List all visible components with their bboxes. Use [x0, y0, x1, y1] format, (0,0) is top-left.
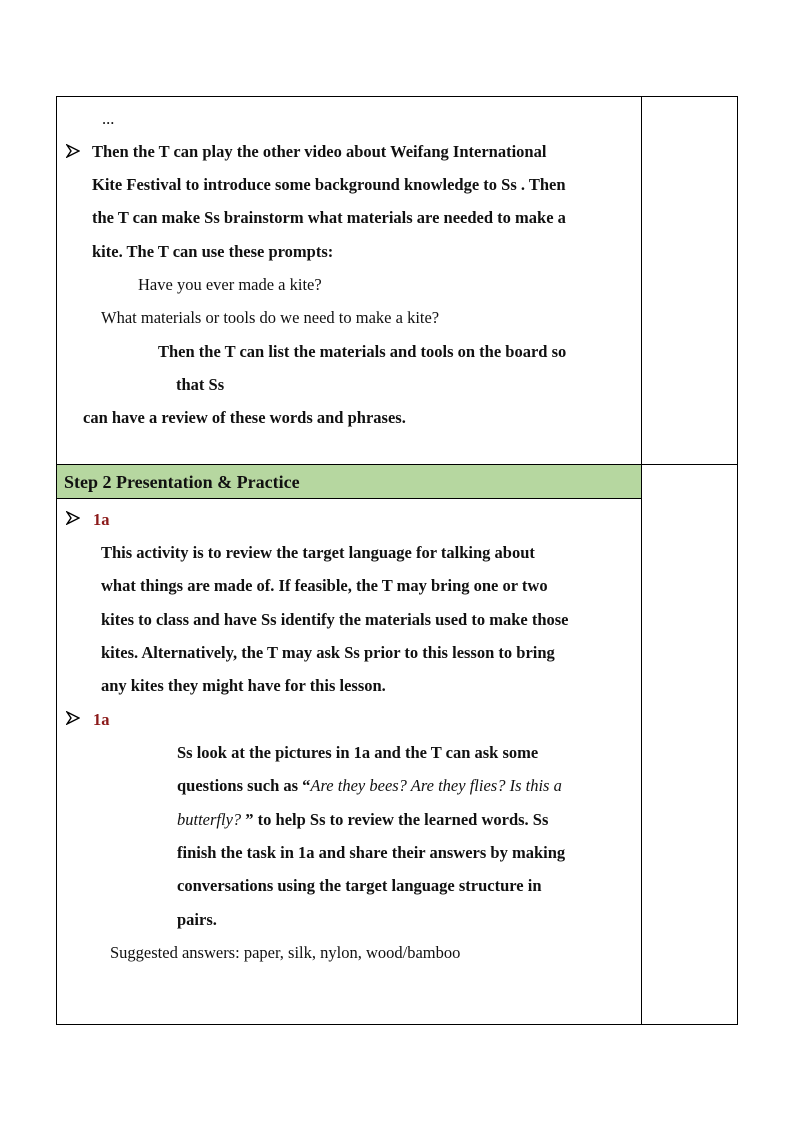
body-line: the T can make Ss brainstorm what materials are needed to make a — [92, 208, 566, 227]
lesson-plan-table — [56, 96, 738, 1025]
body-text: questions such as “ — [177, 776, 311, 795]
body-line: pairs. — [177, 910, 217, 929]
body-line: conversations using the target language structure in — [177, 876, 542, 895]
prompt-question: What materials or tools do we need to make a kite? — [101, 308, 440, 327]
body-line — [177, 810, 548, 830]
body-line: kites to class and have Ss identify the materials used to make those — [101, 610, 569, 629]
body-line: finish the task in 1a and share their answers by making — [177, 843, 566, 862]
body-line: what things are made of. If feasible, the T may bring one or two — [101, 576, 548, 595]
bullet-arrow-icon — [66, 711, 80, 725]
body-line: kite. The T can use these prompts: — [92, 242, 334, 261]
body-line: This activity is to review the target language for talking about — [101, 543, 535, 562]
row-divider-top — [57, 464, 737, 465]
bullet-arrow-icon — [66, 511, 80, 525]
bullet-arrow-icon — [66, 144, 80, 158]
ellipsis-text: ... — [102, 109, 115, 128]
body-line: Then the T can list the materials and tools on the board so — [158, 342, 567, 361]
activity-label: 1a — [93, 710, 110, 729]
activity-label: 1a — [93, 510, 110, 529]
body-line: Ss look at the pictures in 1a and the T can ask some — [177, 743, 539, 762]
step-header: Step 2 Presentation & Practice — [64, 472, 300, 492]
body-line — [177, 776, 562, 796]
body-line: that Ss — [176, 375, 225, 394]
suggested-answers: Suggested answers: paper, silk, nylon, wood/bamboo — [110, 943, 461, 962]
body-text: ” to help Ss to review the learned words. Ss — [245, 810, 549, 829]
row-divider-bottom — [57, 498, 641, 499]
body-line: Then the T can play the other video about Weifang International — [92, 142, 547, 161]
body-line: kites. Alternatively, the T may ask Ss prior to this lesson to bring — [101, 643, 555, 662]
example-question: butterfly? — [177, 810, 246, 829]
body-line: Kite Festival to introduce some background knowledge to Ss . Then — [92, 175, 566, 194]
example-question: Are they bees? Are they flies? Is this a — [310, 776, 562, 795]
body-line: can have a review of these words and phrases. — [83, 408, 406, 427]
column-divider — [641, 97, 642, 1024]
body-line: any kites they might have for this lesson. — [101, 676, 386, 695]
prompt-question: Have you ever made a kite? — [138, 275, 322, 294]
